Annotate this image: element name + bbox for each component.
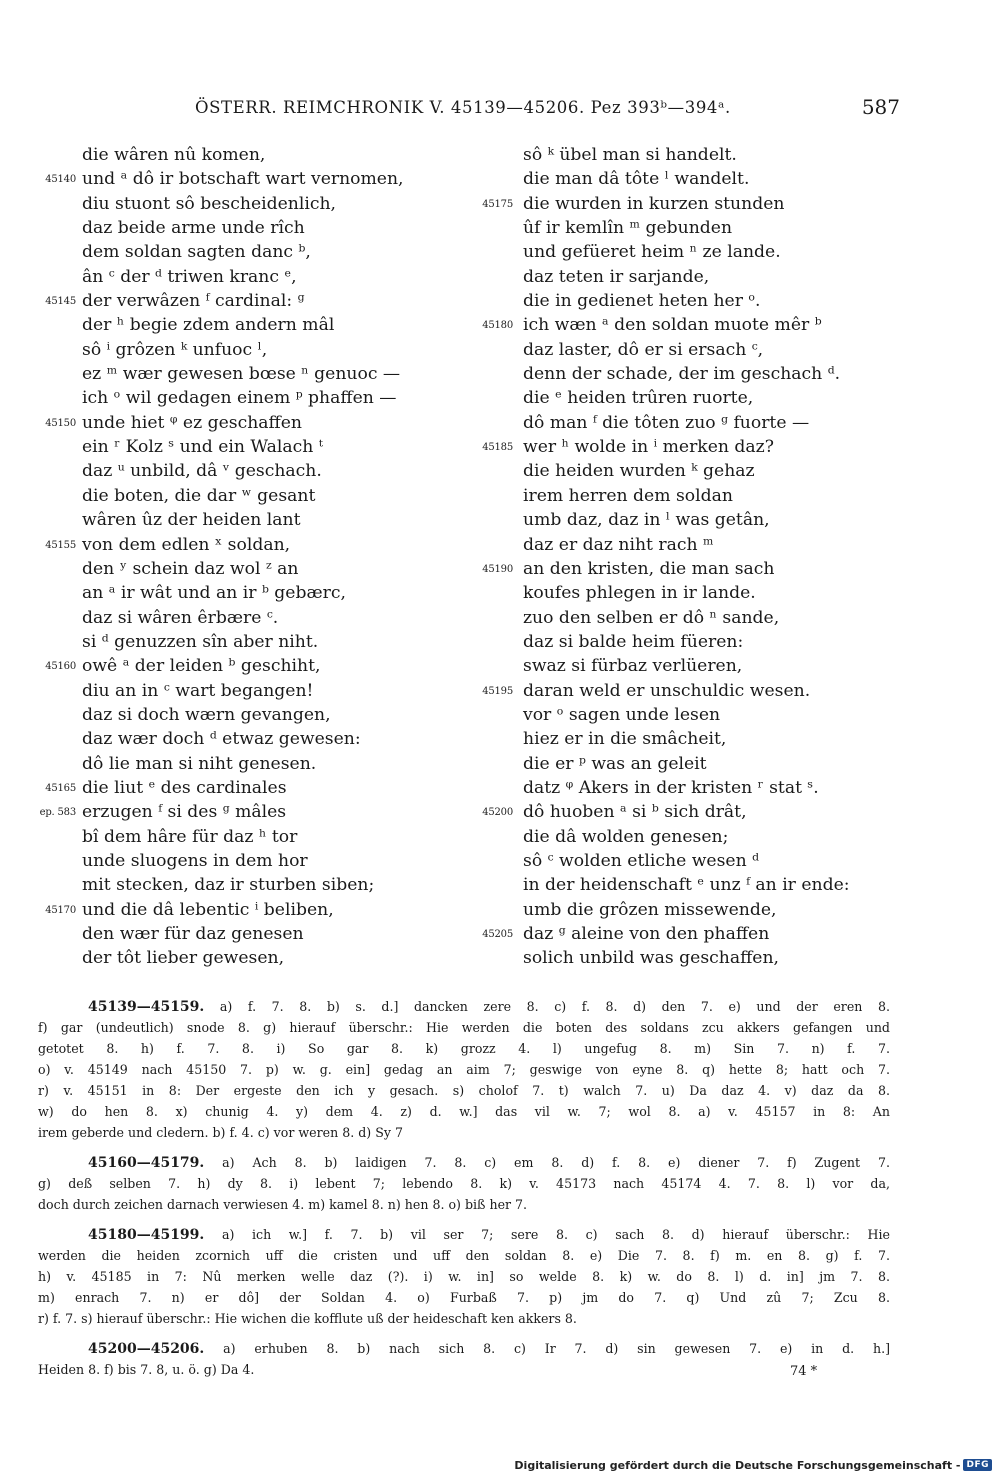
- verse-column-left: [30, 143, 500, 971]
- verse-text: diu stuont sô bescheidenlich,: [82, 193, 337, 214]
- note-text: r) v. 45151 in 8: Der ergeste den ich y gesach. s) cholof 7. t) walch 7. u) Da daz 4. v) daz da 8.: [38, 1083, 890, 1098]
- verse-text: dô lie man si niht genesen.: [82, 753, 317, 774]
- verse-line: [30, 946, 500, 970]
- verse-text: ich wæn ᵃ den soldan muote mêr ᵇ: [523, 315, 822, 336]
- verse-text: der ʰ begie zdem andern mâl: [82, 315, 335, 336]
- line-number: 45170: [45, 904, 76, 916]
- verse-line: [30, 313, 500, 337]
- verse-text: den wær für daz genesen: [82, 924, 304, 944]
- note-line: [38, 1287, 890, 1308]
- note-range-heading: 45139—45159.: [88, 999, 205, 1015]
- note-text: a) Ach 8. b) laidigen 7. 8. c) em 8. d) f. 8. e) diener 7. f) Zugent 7.: [222, 1155, 890, 1170]
- verse-text: die boten, die dar ʷ gesant: [82, 485, 316, 506]
- verse-text: und gefüeret heim ⁿ ze lande.: [523, 242, 781, 263]
- verse-line: [30, 752, 500, 776]
- note-text: doch durch zeichen darnach verwiesen 4. m) kamel 8. n) hen 8. o) biß her 7.: [38, 1197, 528, 1212]
- verse-text: und die dâ lebentic ⁱ beliben,: [82, 899, 334, 920]
- verse-line: [477, 679, 927, 703]
- verse-line: [477, 849, 927, 873]
- verse-line: [477, 922, 927, 946]
- verse-line: [477, 313, 927, 337]
- verse-text: in der heidenschaft ᵉ unz ᶠ an ir ende:: [523, 875, 850, 896]
- note-line: [38, 1359, 890, 1380]
- verse-line: [30, 289, 500, 313]
- line-number: 45195: [482, 685, 513, 697]
- verse-text: datz ᵠ Akers in der kristen ʳ stat ˢ.: [523, 777, 819, 798]
- verse-line: [477, 654, 927, 678]
- verse-text: sô ⁱ grôzen ᵏ unfuoc ˡ,: [82, 339, 268, 360]
- note-paragraph: [38, 996, 890, 1143]
- verse-line: [477, 192, 927, 216]
- line-number: 45175: [482, 198, 513, 210]
- verse-text: erzugen ᶠ si des ᵍ mâles: [82, 802, 287, 823]
- verse-text: die er ᵖ was an geleit: [523, 753, 707, 774]
- verse-text: daz ᵍ aleine von den phaffen: [523, 924, 770, 944]
- verse-line: [477, 703, 927, 727]
- verse-text: dô man ᶠ die tôten zuo ᵍ fuorte —: [523, 412, 810, 433]
- verse-column-right: [477, 143, 927, 971]
- verse-line: [30, 922, 500, 946]
- verse-line: [477, 508, 927, 532]
- verse-line: [477, 216, 927, 240]
- note-line: [38, 1224, 890, 1245]
- verse-text: koufes phlegen in ir lande.: [523, 583, 756, 604]
- verse-line: [477, 557, 927, 581]
- verse-line: [30, 557, 500, 581]
- apparatus-notes: [38, 996, 890, 1389]
- line-number: 45165: [45, 782, 76, 794]
- verse-text: ûf ir kemlîn ᵐ gebunden: [523, 218, 733, 239]
- verse-line: [477, 533, 927, 557]
- note-text: f) gar (undeutlich) snode 8. g) hierauf überschr.: Hie werden die boten des soldans zcu akkers gefangen und: [38, 1020, 890, 1035]
- verse-line: [30, 435, 500, 459]
- note-text: werden die heiden zcornich uff die cristen und uff den soldan 8. e) Die 7. 8. f) m. en 8. g) f. 7.: [38, 1248, 890, 1263]
- note-line: [38, 1122, 890, 1143]
- verse-line: [30, 143, 500, 167]
- note-paragraph: [38, 1152, 890, 1215]
- footer-text: Digitalisierung gefördert durch die Deutsche Forschungsgemeinschaft -: [514, 1458, 961, 1472]
- verse-line: [30, 825, 500, 849]
- line-number: 45140: [45, 174, 76, 186]
- note-text: a) erhuben 8. b) nach sich 8. c) Ir 7. d) sin gewesen 7. e) in d. h.]: [223, 1341, 890, 1356]
- verse-text: die man dâ tôte ˡ wandelt.: [523, 169, 750, 190]
- verse-line: [30, 581, 500, 605]
- verse-text: die in gedienet heten her ᵒ.: [523, 291, 761, 312]
- running-header: [75, 95, 900, 124]
- note-line: [38, 1152, 890, 1173]
- verse-text: die liut ᵉ des cardinales: [82, 777, 287, 798]
- verse-text: von dem edlen ˣ soldan,: [82, 534, 291, 555]
- verse-text: an ᵃ ir wât und an ir ᵇ gebærc,: [82, 583, 346, 604]
- verse-text: hiez er in die smâcheit,: [523, 729, 727, 750]
- verse-line: [477, 727, 927, 751]
- verse-text: daz beide arme unde rîch: [82, 218, 305, 239]
- verse-text: vor ᵒ sagen unde lesen: [523, 704, 721, 725]
- verse-line: [477, 581, 927, 605]
- line-number: 45145: [45, 296, 76, 308]
- verse-line: [30, 484, 500, 508]
- verse-line: [30, 240, 500, 264]
- verse-text: unde hiet ᵠ ez geschaffen: [82, 412, 303, 433]
- line-number: ep. 583: [39, 807, 76, 819]
- verse-text: dem soldan sagten danc ᵇ,: [82, 242, 311, 263]
- dfg-logo-icon: DFG: [963, 1459, 992, 1471]
- header-title: ÖSTERR. REIMCHRONIK V. 45139—45206. Pez 393ᵇ—394ᵃ.: [195, 98, 731, 117]
- verse-text: daz teten ir sarjande,: [523, 266, 710, 287]
- verse-text: daz wær doch ᵈ etwaz gewesen:: [82, 729, 361, 750]
- verse-text: diu an in ᶜ wart begangen!: [82, 680, 314, 701]
- verse-text: wer ʰ wolde in ⁱ merken daz?: [523, 437, 774, 458]
- note-line: [38, 1173, 890, 1194]
- note-text: h) v. 45185 in 7: Nû merken welle daz (?). i) w. in] so welde 8. k) w. do 8. l) d. in] jm 7. 8.: [38, 1269, 890, 1284]
- verse-text: dô huoben ᵃ si ᵇ sich drât,: [523, 802, 747, 823]
- verse-text: ân ᶜ der ᵈ triwen kranc ᵉ,: [82, 266, 297, 287]
- note-line: [38, 1338, 890, 1359]
- note-range-heading: 45180—45199.: [88, 1227, 205, 1243]
- signature-mark: 74 *: [790, 1364, 818, 1379]
- verse-text: den ʸ schein daz wol ᶻ an: [82, 558, 299, 579]
- note-line: [38, 996, 890, 1017]
- line-number: 45185: [482, 442, 513, 454]
- verse-line: [30, 508, 500, 532]
- verse-text: mit stecken, daz ir sturben siben;: [82, 875, 375, 896]
- verse-line: [477, 240, 927, 264]
- verse-text: ein ʳ Kolz ˢ und ein Walach ᵗ: [82, 437, 323, 458]
- verse-text: die wâren nû komen,: [82, 145, 266, 165]
- verse-line: [30, 654, 500, 678]
- verse-line: [30, 411, 500, 435]
- verse-line: [30, 362, 500, 386]
- verse-text: daz si balde heim füeren:: [523, 631, 744, 652]
- verse-text: bî dem hâre für daz ʰ tor: [82, 826, 298, 847]
- verse-text: swaz si fürbaz verlüeren,: [523, 656, 743, 677]
- verse-line: [477, 484, 927, 508]
- note-paragraph: [38, 1338, 890, 1380]
- note-line: [38, 1266, 890, 1287]
- verse-line: [477, 167, 927, 191]
- verse-text: umb daz, daz in ˡ was getân,: [523, 510, 770, 531]
- verse-line: [30, 727, 500, 751]
- verse-line: [30, 386, 500, 410]
- verse-line: [30, 533, 500, 557]
- note-range-heading: 45200—45206.: [88, 1341, 205, 1357]
- verse-line: [30, 630, 500, 654]
- verse-text: sô ᵏ übel man si handelt.: [523, 145, 737, 165]
- verse-line: [30, 459, 500, 483]
- line-number: 45155: [45, 539, 76, 551]
- verse-text: ez ᵐ wær gewesen bœse ⁿ genuoc —: [82, 364, 401, 385]
- verse-text: daz si doch wærn gevangen,: [82, 704, 331, 725]
- verse-line: [30, 873, 500, 897]
- note-line: [38, 1194, 890, 1215]
- note-line: [38, 1017, 890, 1038]
- verse-line: [477, 825, 927, 849]
- verse-text: wâren ûz der heiden lant: [82, 510, 301, 531]
- verse-text: die ᵉ heiden trûren ruorte,: [523, 388, 754, 409]
- verse-line: [477, 143, 927, 167]
- note-line: [38, 1308, 890, 1329]
- note-text: a) ich w.] f. 7. b) vil ser 7; sere 8. c) sach 8. d) hierauf überschr.: Hie: [221, 1227, 890, 1242]
- note-text: r) f. 7. s) hierauf überschr.: Hie wichen die kofflute uß der heideschaft ken akkers 8.: [38, 1311, 577, 1326]
- line-number: 45160: [45, 661, 76, 673]
- verse-line: [30, 703, 500, 727]
- verse-line: [30, 679, 500, 703]
- note-text: o) v. 45149 nach 45150 7. p) w. g. ein] gedag an aim 7; geswige von eyne 8. q) hette 8; hatt och 7.: [38, 1062, 890, 1077]
- verse-line: [30, 800, 500, 824]
- note-text: m) enrach 7. n) er dô] der Soldan 4. o) Furbaß 7. p) jm do 7. q) Und zû 7; Zcu 8.: [38, 1290, 890, 1305]
- note-range-heading: 45160—45179.: [88, 1155, 205, 1171]
- verse-line: [477, 752, 927, 776]
- verse-text: daz si wâren êrbære ᶜ.: [82, 607, 279, 628]
- verse-text: die wurden in kurzen stunden: [523, 193, 785, 214]
- verse-text: umb die grôzen missewende,: [523, 899, 777, 920]
- verse-line: [30, 776, 500, 800]
- verse-line: [477, 898, 927, 922]
- note-line: [38, 1038, 890, 1059]
- verse-text: unde sluogens in dem hor: [82, 850, 308, 871]
- verse-line: [30, 849, 500, 873]
- note-line: [38, 1101, 890, 1122]
- verse-text: sô ᶜ wolden etliche wesen ᵈ: [523, 850, 759, 871]
- note-line: [38, 1245, 890, 1266]
- verse-text: daz ᵘ unbild, dâ ᵛ geschach.: [82, 461, 322, 482]
- verse-line: [477, 435, 927, 459]
- note-line: [38, 1059, 890, 1080]
- verse-line: [477, 630, 927, 654]
- verse-line: [477, 289, 927, 313]
- verse-text: si ᵈ genuzzen sîn aber niht.: [82, 631, 319, 652]
- verse-text: daz laster, dô er si ersach ᶜ,: [523, 339, 764, 360]
- verse-text: die dâ wolden genesen;: [523, 826, 729, 847]
- verse-line: [30, 192, 500, 216]
- footer-credit: [514, 1457, 992, 1473]
- verse-text: zuo den selben er dô ⁿ sande,: [523, 607, 780, 628]
- verse-text: daran weld er unschuldic wesen.: [523, 680, 811, 701]
- note-text: getotet 8. h) f. 7. 8. i) So gar 8. k) grozz 4. l) ungefug 8. m) Sin 7. n) f. 7.: [38, 1041, 890, 1056]
- verse-text: und ᵃ dô ir botschaft wart vernomen,: [82, 169, 404, 190]
- line-number: 45200: [482, 807, 513, 819]
- note-text: g) deß selben 7. h) dy 8. i) lebent 7; lebendo 8. k) v. 45173 nach 45174 4. 7. 8. l) vor da,: [38, 1176, 890, 1191]
- verse-line: [477, 411, 927, 435]
- note-text: a) f. 7. 8. b) s. d.] dancken zere 8. c) f. 8. d) den 7. e) und der eren 8.: [219, 999, 890, 1014]
- line-number: 45180: [482, 320, 513, 332]
- verse-line: [477, 265, 927, 289]
- note-text: irem geberde und cledern. b) f. 4. c) vor weren 8. d) Sy 7: [38, 1125, 403, 1140]
- verse-line: [477, 873, 927, 897]
- line-number: 45205: [482, 929, 513, 940]
- page-number: 587: [861, 95, 900, 119]
- note-line: [38, 1080, 890, 1101]
- verse-line: [30, 606, 500, 630]
- verse-text: owê ᵃ der leiden ᵇ geschiht,: [82, 656, 321, 677]
- line-number: 45150: [45, 417, 76, 429]
- verse-line: [477, 946, 927, 970]
- verse-text: denn der schade, der im geschach ᵈ.: [523, 364, 841, 385]
- verse-line: [477, 459, 927, 483]
- verse-text: irem herren dem soldan: [523, 485, 733, 506]
- verse-text: der tôt lieber gewesen,: [82, 948, 285, 969]
- note-paragraph: [38, 1224, 890, 1329]
- verse-text: ich ᵒ wil gedagen einem ᵖ phaffen —: [82, 388, 397, 409]
- verse-line: [30, 265, 500, 289]
- line-number: 45190: [482, 563, 513, 575]
- verse-text: der verwâzen ᶠ cardinal: ᵍ: [82, 291, 305, 312]
- verse-text: an den kristen, die man sach: [523, 558, 775, 579]
- verse-text: daz er daz niht rach ᵐ: [523, 534, 714, 555]
- note-text: w) do hen 8. x) chunig 4. y) dem 4. z) d. w.] das vil w. 7; wol 8. a) v. 45157 in 8: An: [38, 1104, 890, 1119]
- verse-text: die heiden wurden ᵏ gehaz: [523, 461, 755, 482]
- verse-line: [477, 338, 927, 362]
- verse-line: [30, 338, 500, 362]
- verse-line: [477, 386, 927, 410]
- verse-line: [30, 167, 500, 191]
- verse-line: [477, 776, 927, 800]
- verse-line: [477, 800, 927, 824]
- note-text: Heiden 8. f) bis 7. 8, u. ö. g) Da 4.: [38, 1362, 255, 1377]
- verse-line: [477, 362, 927, 386]
- verse-line: [477, 606, 927, 630]
- verse-line: [30, 898, 500, 922]
- verse-text: solich unbild was geschaffen,: [523, 948, 780, 969]
- verse-line: [30, 216, 500, 240]
